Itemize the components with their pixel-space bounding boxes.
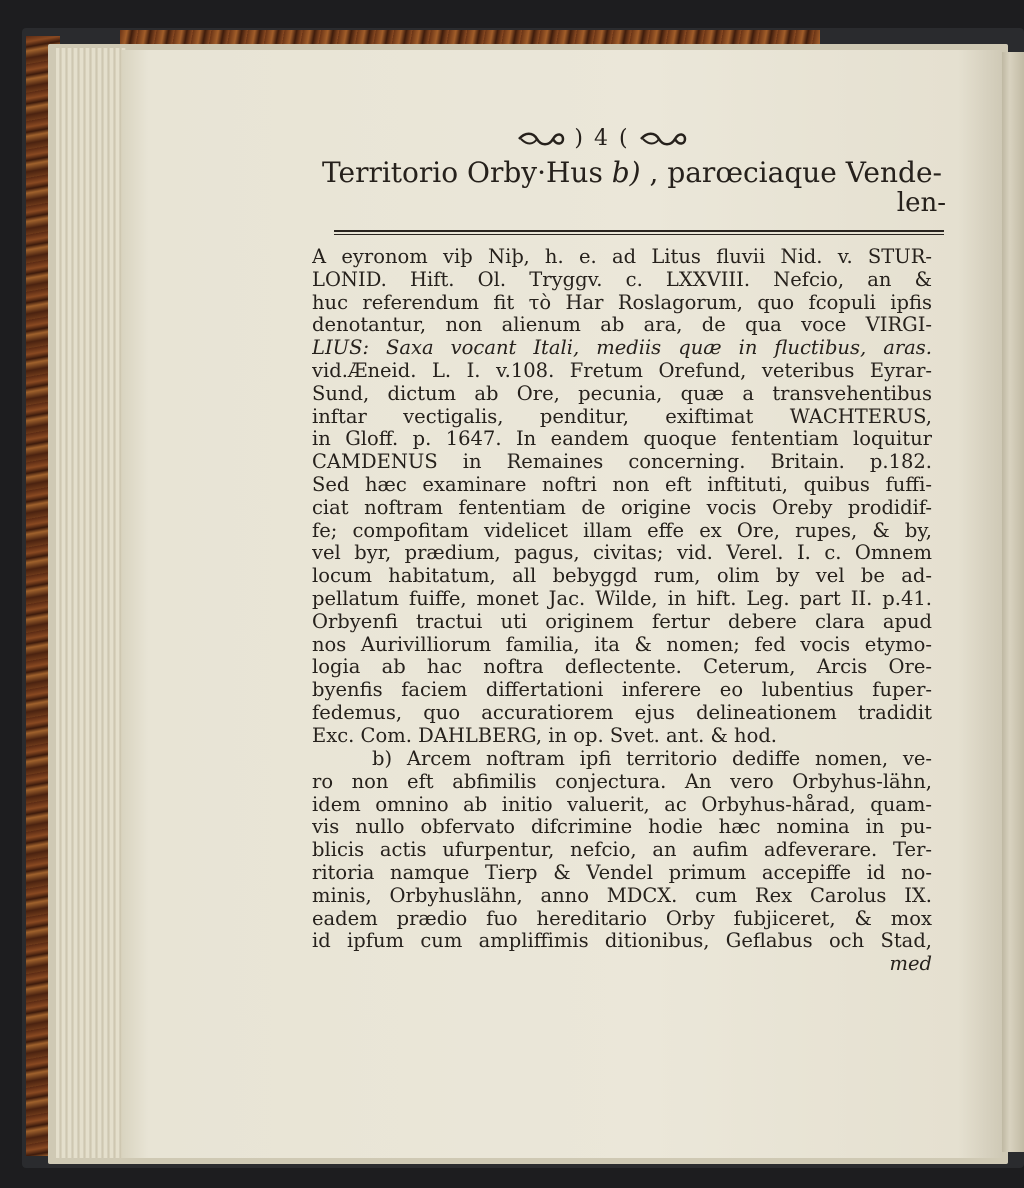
footnote-line: pellatum fuiffe, monet Jac. Wilde, in hift. Leg. part II. p.41. (312, 587, 932, 610)
footnote-line: LONID. Hift. Ol. Tryggv. c. LXXVIII. Nefcio, an & (312, 268, 932, 291)
catchword: Orby·Hus (467, 156, 603, 189)
footnote-line: nos Aurivilliorum familia, ita & nomen; fed vocis etymo- (312, 633, 932, 656)
footnote-line: b) Arcem noftram ipfi territorio dediffe nomen, ve- (372, 748, 932, 770)
footnote-catchword: med (889, 953, 932, 976)
page-number: ) 4 ( (574, 126, 630, 151)
catchword: parœciaque (667, 156, 837, 189)
page-edges (56, 48, 126, 1158)
footnote-line: LIUS: Saxa vocant Itali, mediis quæ in fluctibus, aras. (312, 337, 932, 360)
book-page (122, 50, 1002, 1158)
footnote-line: inftar vectigalis, penditur, exiftimat WACHTERUS, (312, 405, 932, 428)
footnote-line: logia ab hac noftra deflectente. Ceterum, Arcis Ore- (312, 656, 932, 679)
footnote-line: vis nullo obfervato difcrimine hodie hæc nomina in pu- (312, 816, 932, 839)
footnote-rule (334, 230, 944, 235)
footnote-b (312, 748, 932, 976)
catchword: , (649, 156, 659, 189)
footnote-line: ro non eft abfimilis conjectura. An vero Orbyhus-lähn, (312, 770, 932, 793)
footnote-line: Sed hæc examinare noftri non eft inftituti, quibus fuffi- (312, 473, 932, 496)
footnote-line: ritoria namque Tierp & Vendel primum accepiffe id no- (312, 861, 932, 884)
footnote-line: in Gloff. p. 1647. In eandem quoque fententiam loquitur (312, 428, 932, 451)
catchword: Vende- (845, 156, 942, 189)
catchword-continuation: len- (896, 188, 946, 218)
left-ornament-icon (517, 131, 565, 147)
footnote-line: minis, Orbyhuslähn, anno MDCX. cum Rex Carolus IX. (312, 884, 932, 907)
catchwords-line (322, 156, 942, 190)
footnote-line: ciat noftram fententiam de origine vocis Oreby prodidif- (312, 496, 932, 519)
footnote-a (312, 246, 932, 748)
footnote-line: Sund, dictum ab Ore, pecunia, quæ a transvehentibus (312, 382, 932, 405)
footnote-line: vid.Æneid. L. I. v.108. Fretum Orefund, veteribus Eyrar- (312, 359, 932, 382)
footnote-line: vel byr, prædium, pagus, civitas; vid. Verel. I. c. Omnem (312, 542, 932, 565)
footnote-line: fe; compofitam videlicet illam effe ex Ore, rupes, & by, (312, 519, 932, 542)
running-head (382, 126, 822, 151)
footnote-line: fedemus, quo accuratiorem ejus delineationem tradidit (312, 701, 932, 724)
footnote-line: CAMDENUS in Remaines concerning. Britain. p.182. (312, 451, 932, 474)
facing-page-edge (1000, 52, 1024, 1152)
footnote-line: Orbyenfi tractui uti originem fertur debere clara apud (312, 610, 932, 633)
catchword: b) (611, 156, 641, 189)
footnote-line: blicis actis ufurpentur, nefcio, an aufim adfeverare. Ter- (312, 839, 932, 862)
footnote-line: A eyronom viþ Niþ, h. e. ad Litus fluvii Nid. v. STUR- (312, 246, 932, 268)
footnote-line: id ipfum cum ampliffimis ditionibus, Geflabus och Stad, (312, 930, 932, 953)
footnote-line: denotantur, non alienum ab ara, de qua voce VIRGI- (312, 314, 932, 337)
footnote-line: huc referendum fit τὸ Har Roslagorum, quo fcopuli ipfis (312, 291, 932, 314)
footnote-line: idem omnino ab initio valuerit, ac Orbyhus-hårad, quam- (312, 793, 932, 816)
footnote-line: Exc. Com. DAHLBERG, in op. Svet. ant. & hod. (312, 724, 778, 747)
catchword: Territorio (322, 156, 459, 189)
footnote-line: byenfis faciem differtationi inferere eo lubentius fuper- (312, 679, 932, 702)
footnote-line: eadem prædio fuo hereditario Orby fubjiceret, & mox (312, 907, 932, 930)
footnote-line: locum habitatum, all bebyggd rum, olim by vel be ad- (312, 565, 932, 588)
right-ornament-icon (639, 131, 687, 147)
page-text (122, 50, 1002, 1158)
